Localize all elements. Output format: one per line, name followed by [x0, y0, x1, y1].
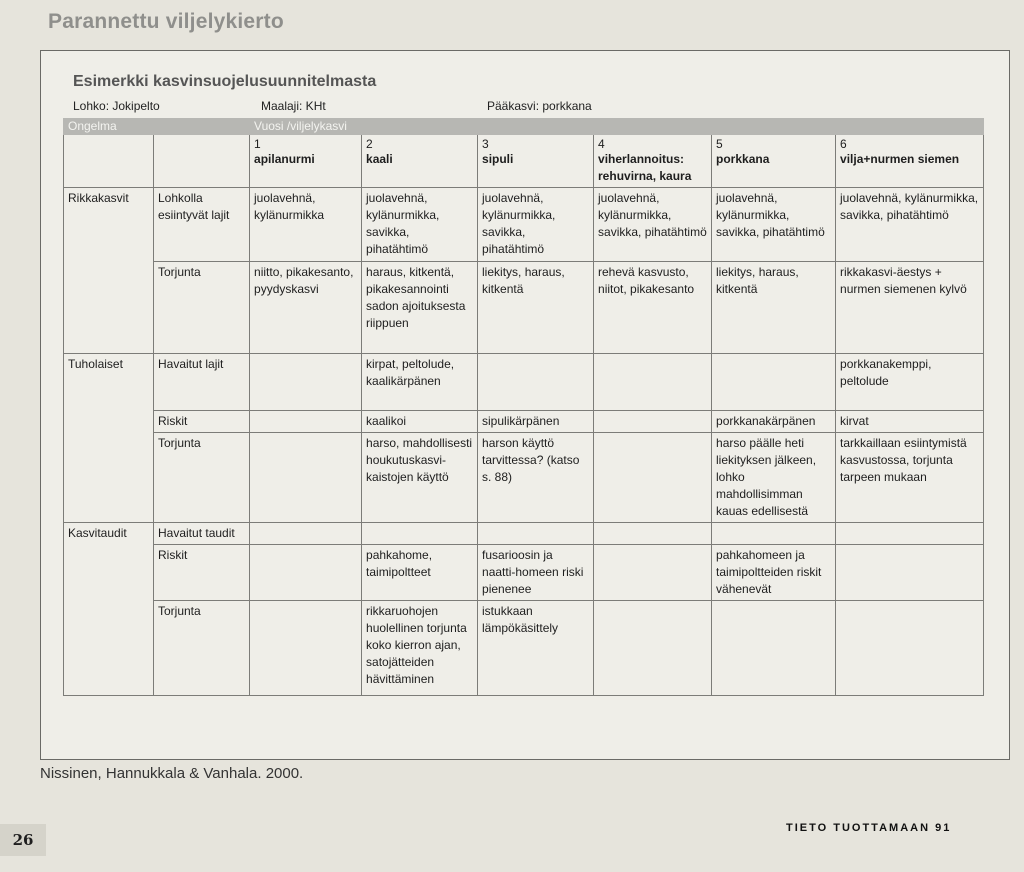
- row-tuho-lajit: [64, 354, 984, 411]
- year-header-5: [712, 135, 836, 188]
- table-cell: [594, 601, 712, 696]
- sub-havaitut-lajit: Havaitut lajit: [154, 354, 250, 411]
- sub-torjunta: Torjunta: [154, 262, 250, 354]
- row-tauti-havaitut: [64, 523, 984, 545]
- crop-name: sipuli: [482, 152, 514, 166]
- year-number: 1: [254, 137, 261, 151]
- table-cell: [250, 601, 362, 696]
- year-header-row: [64, 135, 984, 188]
- row-tuho-riskit: [64, 411, 984, 433]
- table-cell: pahkahomeen ja taimipoltteiden riskit vähenevät: [712, 545, 836, 601]
- table-cell: kaalikoi: [362, 411, 478, 433]
- table-cell: juolavehnä, kylänurmikka, savikka, pihatähtimö: [478, 188, 594, 262]
- table-cell: juolavehnä, kylänurmikka, savikka, pihatähtimö: [594, 188, 712, 262]
- table-frame: [40, 50, 1010, 760]
- table-cell: [594, 523, 712, 545]
- table-cell: [362, 523, 478, 545]
- table-cell: haraus, kitkentä, pikakesannointi sadon ajoituksesta riippuen: [362, 262, 478, 354]
- band-ongelma: Ongelma: [64, 119, 250, 135]
- crop-name: kaali: [366, 152, 393, 166]
- group-spacer: [64, 433, 154, 523]
- crop-name: vilja+nurmen siemen: [840, 152, 960, 166]
- table-cell: [594, 433, 712, 523]
- table-cell: [250, 523, 362, 545]
- row-tauti-torjunta: [64, 601, 984, 696]
- year-header-6: [836, 135, 984, 188]
- year-header-4: [594, 135, 712, 188]
- table-cell: [836, 601, 984, 696]
- table-cell: porkkanakemppi, peltolude: [836, 354, 984, 411]
- group-spacer: [64, 411, 154, 433]
- table-cell: liekitys, haraus, kitkentä: [478, 262, 594, 354]
- crop-name: viherlannoitus: rehuvirna, kaura: [598, 152, 692, 183]
- row-rikka-lajit: [64, 188, 984, 262]
- table-cell: [594, 354, 712, 411]
- table-cell: [836, 523, 984, 545]
- sub-havaitut-taudit: Havaitut taudit: [154, 523, 250, 545]
- row-tuho-torjunta: [64, 433, 984, 523]
- source-citation: Nissinen, Hannukkala & Vanhala. 2000.: [40, 765, 304, 782]
- group-tuholaiset: Tuholaiset: [64, 354, 154, 411]
- group-kasvitaudit: Kasvitaudit: [64, 523, 154, 545]
- field-maalaji: Maalaji: KHt: [261, 99, 326, 113]
- table-cell: kirvat: [836, 411, 984, 433]
- table-cell: [478, 354, 594, 411]
- table-cell: [712, 523, 836, 545]
- table-cell: [250, 411, 362, 433]
- table-cell: [836, 545, 984, 601]
- group-spacer: [64, 601, 154, 696]
- table-cell: harso, mahdollisesti houkutuskasvi-kaistojen käyttö: [362, 433, 478, 523]
- row-rikka-torjunta: [64, 262, 984, 354]
- field-lohko: Lohko: Jokipelto: [73, 99, 160, 113]
- table-cell: kirpat, peltolude, kaalikärpänen: [362, 354, 478, 411]
- group-rikkakasvit: Rikkakasvit: [64, 188, 154, 262]
- table-cell: rehevä kasvusto, niitot, pikakesanto: [594, 262, 712, 354]
- crop-name: porkkana: [716, 152, 770, 166]
- table-cell: rikkakasvi-äestys + nurmen siemenen kylvö: [836, 262, 984, 354]
- sub-torjunta: Torjunta: [154, 601, 250, 696]
- footer-brand: TIETO TUOTTAMAAN 91: [786, 822, 952, 834]
- year-number: 2: [366, 137, 373, 151]
- table-cell: harson käyttö tarvittessa? (katso s. 88): [478, 433, 594, 523]
- year-header-1: [250, 135, 362, 188]
- table-cell: istukkaan lämpökäsittely: [478, 601, 594, 696]
- year-number: 6: [840, 137, 847, 151]
- empty-header-cell: [64, 135, 154, 188]
- table-cell: [712, 354, 836, 411]
- header-band: [64, 119, 984, 135]
- table-cell: juolavehnä, kylänurmikka: [250, 188, 362, 262]
- year-number: 3: [482, 137, 489, 151]
- table-cell: [250, 545, 362, 601]
- row-tauti-riskit: [64, 545, 984, 601]
- crop-protection-table: [63, 118, 984, 696]
- year-header-3: [478, 135, 594, 188]
- page-title: Parannettu viljelykierto: [48, 10, 284, 33]
- sub-torjunta: Torjunta: [154, 433, 250, 523]
- sub-riskit: Riskit: [154, 545, 250, 601]
- table-cell: [594, 411, 712, 433]
- page-number: 26: [0, 824, 46, 856]
- table-cell: rikkaruohojen huolellinen torjunta koko kierron ajan, satojätteiden hävittäminen: [362, 601, 478, 696]
- table-cell: fusarioosin ja naatti-homeen riski pienenee: [478, 545, 594, 601]
- table-cell: pahkahome, taimipoltteet: [362, 545, 478, 601]
- table-cell: sipulikärpänen: [478, 411, 594, 433]
- table-cell: harso päälle heti liekityksen jälkeen, lohko mahdollisimman kauas edellisestä: [712, 433, 836, 523]
- table-cell: tarkkaillaan esiintymistä kasvustossa, torjunta tarpeen mukaan: [836, 433, 984, 523]
- crop-name: apilanurmi: [254, 152, 315, 166]
- table-cell: [712, 601, 836, 696]
- field-paakasvi: Pääkasvi: porkkana: [487, 99, 592, 113]
- table-title: Esimerkki kasvinsuojelusuunnitelmasta: [73, 73, 377, 90]
- table-cell: porkkanakärpänen: [712, 411, 836, 433]
- group-spacer: [64, 545, 154, 601]
- sub-riskit: Riskit: [154, 411, 250, 433]
- table-cell: liekitys, haraus, kitkentä: [712, 262, 836, 354]
- table-cell: [250, 433, 362, 523]
- year-number: 5: [716, 137, 723, 151]
- table-cell: [478, 523, 594, 545]
- table-cell: juolavehnä, kylänurmikka, savikka, pihatähtimö: [362, 188, 478, 262]
- table-cell: juolavehnä, kylänurmikka, savikka, pihatähtimö: [712, 188, 836, 262]
- table-cell: niitto, pikakesanto, pyydyskasvi: [250, 262, 362, 354]
- table-cell: [594, 545, 712, 601]
- year-header-2: [362, 135, 478, 188]
- table-cell: [250, 354, 362, 411]
- sub-lohkolla-lajit: Lohkolla esiintyvät lajit: [154, 188, 250, 262]
- year-number: 4: [598, 137, 605, 151]
- table-cell: juolavehnä, kylänurmikka, savikka, pihatähtimö: [836, 188, 984, 262]
- band-vuosi: Vuosi /viljelykasvi: [250, 119, 984, 135]
- empty-header-cell: [154, 135, 250, 188]
- group-spacer: [64, 262, 154, 354]
